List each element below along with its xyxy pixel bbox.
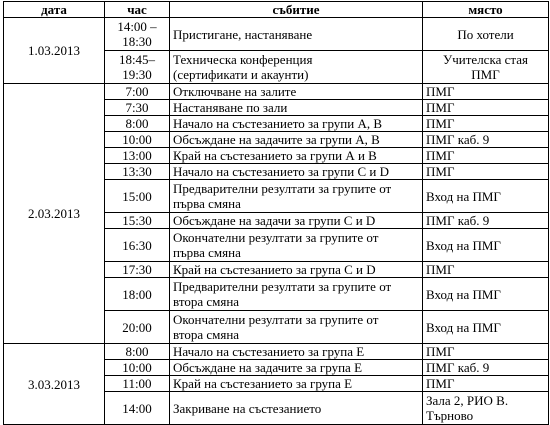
event-cell: Закриване на състезанието: [170, 392, 423, 425]
time-cell: 7:30: [105, 100, 170, 116]
table-row: [4, 344, 549, 360]
event-cell: Край на състезанието за група Е: [170, 376, 423, 392]
header-row: [4, 2, 549, 18]
time-cell: 13:00: [105, 148, 170, 164]
date-cell: 1.03.2013: [4, 18, 105, 84]
place-cell: ПМГ: [423, 84, 549, 100]
header-place: място: [423, 2, 549, 18]
event-cell: Обсъждане на задачите за група Е: [170, 360, 423, 376]
event-cell: Край на състезанието за група С и D: [170, 262, 423, 278]
time-cell: 13:30: [105, 164, 170, 180]
event-cell: Окончателни резултати за групите от втора смяна: [170, 311, 423, 344]
time-cell: 15:00: [105, 180, 170, 213]
schedule-table: [3, 1, 549, 425]
time-cell: 14:00 – 18:30: [105, 18, 170, 51]
event-cell: Начало на състезанието за групи А, В: [170, 116, 423, 132]
place-cell: ПМГ каб. 9: [423, 360, 549, 376]
header-date: дата: [4, 2, 105, 18]
time-cell: 16:30: [105, 229, 170, 262]
place-cell: Зала 2, РИО В. Търново: [423, 392, 549, 425]
place-cell: ПМГ каб. 9: [423, 213, 549, 229]
place-cell: ПМГ: [423, 116, 549, 132]
schedule-body: [4, 18, 549, 425]
place-cell: Вход на ПМГ: [423, 278, 549, 311]
date-cell: 3.03.2013: [4, 344, 105, 425]
time-cell: 10:00: [105, 360, 170, 376]
time-cell: 18:00: [105, 278, 170, 311]
time-cell: 14:00: [105, 392, 170, 425]
header-time: час: [105, 2, 170, 18]
event-cell: Предварителни резултати за групите от втора смяна: [170, 278, 423, 311]
place-cell: ПМГ: [423, 164, 549, 180]
place-cell: ПМГ: [423, 148, 549, 164]
event-cell: Настаняване по зали: [170, 100, 423, 116]
time-cell: 17:30: [105, 262, 170, 278]
time-cell: 15:30: [105, 213, 170, 229]
place-cell: ПМГ: [423, 262, 549, 278]
event-cell: Обсъждане на задачите за групи А, В: [170, 132, 423, 148]
event-cell: Начало на състезанието за групи С и D: [170, 164, 423, 180]
event-cell: Пристигане, настаняване: [170, 18, 423, 51]
place-cell: Вход на ПМГ: [423, 180, 549, 213]
place-cell: Вход на ПМГ: [423, 229, 549, 262]
event-cell: Отключване на залите: [170, 84, 423, 100]
header-event: събитие: [170, 2, 423, 18]
place-cell: ПМГ: [423, 100, 549, 116]
place-cell: Вход на ПМГ: [423, 311, 549, 344]
time-cell: 7:00: [105, 84, 170, 100]
event-cell: Окончателни резултати за групите от първа смяна: [170, 229, 423, 262]
table-row: [4, 18, 549, 51]
event-cell: Начало на състезанието за група Е: [170, 344, 423, 360]
event-cell: Край на състезанието за групи А и В: [170, 148, 423, 164]
time-cell: 8:00: [105, 344, 170, 360]
place-cell: Учителска стая ПМГ: [423, 51, 549, 84]
time-cell: 11:00: [105, 376, 170, 392]
event-cell: Предварителни резултати за групите от първа смяна: [170, 180, 423, 213]
place-cell: ПМГ каб. 9: [423, 132, 549, 148]
time-cell: 8:00: [105, 116, 170, 132]
event-cell: Техническа конференция (сертификати и акаунти): [170, 51, 423, 84]
table-row: [4, 84, 549, 100]
place-cell: По хотели: [423, 18, 549, 51]
place-cell: ПМГ: [423, 376, 549, 392]
place-cell: ПМГ: [423, 344, 549, 360]
time-cell: 10:00: [105, 132, 170, 148]
date-cell: 2.03.2013: [4, 84, 105, 344]
time-cell: 18:45– 19:30: [105, 51, 170, 84]
time-cell: 20:00: [105, 311, 170, 344]
event-cell: Обсъждане на задачи за групи С и D: [170, 213, 423, 229]
